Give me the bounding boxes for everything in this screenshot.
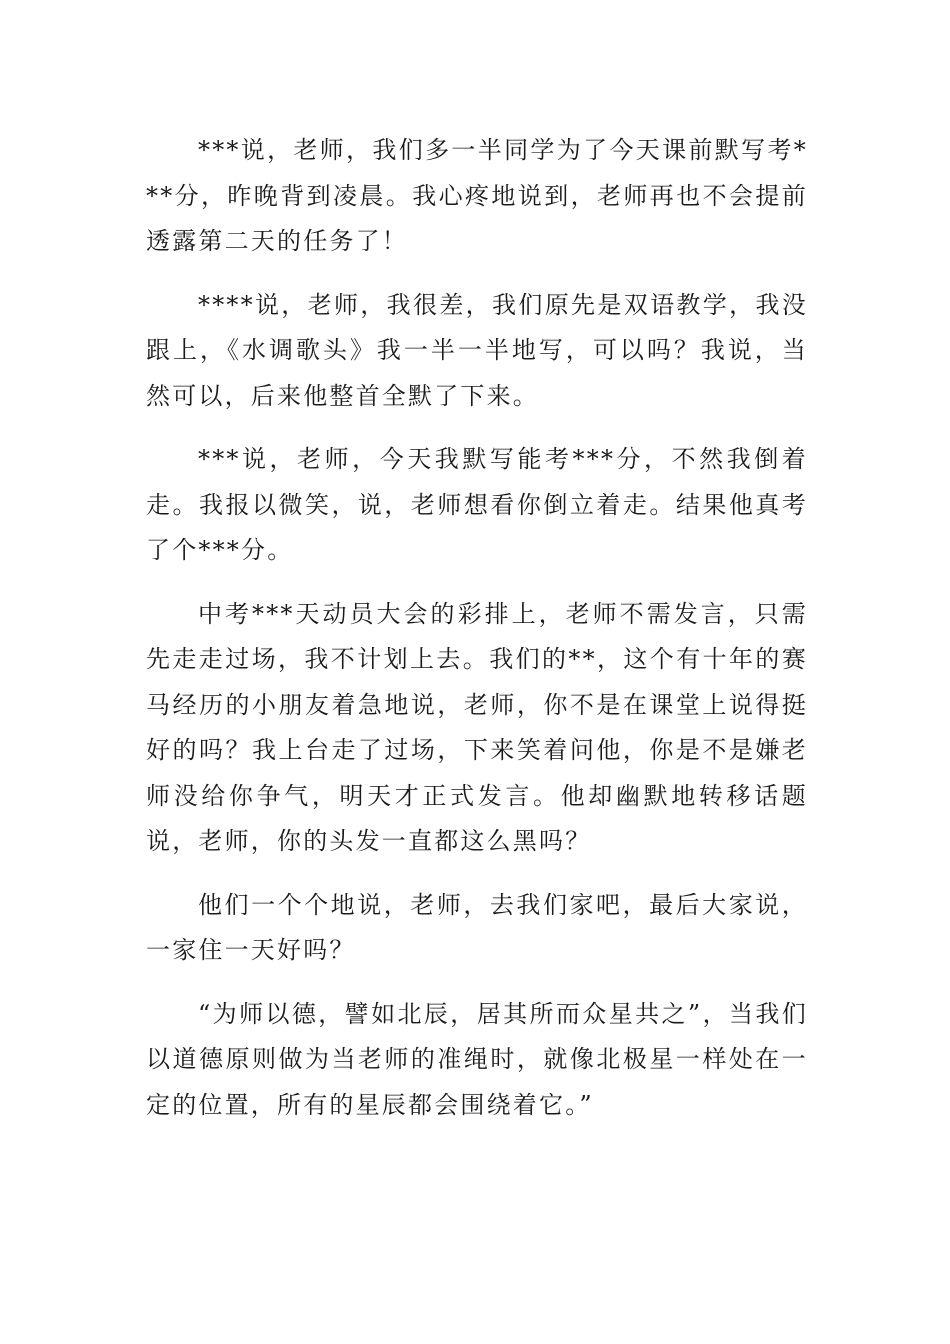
paragraph-1: ***说，老师，我们多一半同学为了今天课前默写考***分，昨晚背到凌晨。我心疼地说到，老师再也不会提前透露第二天的任务了！ xyxy=(146,136,808,255)
paragraph-6: “为师以德，譬如北辰，居其所而众星共之”，当我们以道德原则做为当老师的准绳时，就像北极星一样处在一定的位置，所有的星辰都会围绕着它。” xyxy=(146,999,808,1119)
paragraph-2: ****说，老师，我很差，我们原先是双语教学，我没跟上，《水调歌头》我一半一半地写，可以吗？我说，当然可以，后来他整首全默了下来。 xyxy=(146,290,808,410)
paragraph-5: 他们一个个地说，老师，去我们家吧，最后大家说，一家住一天好吗？ xyxy=(146,890,808,964)
paragraph-4: 中考***天动员大会的彩排上，老师不需发言，只需先走走过场，我不计划上去。我们的**，这个有十年的赛马经历的小朋友着急地说，老师，你不是在课堂上说得挺好的吗？我上台走了过场，下来笑着问他，你是不是嫌老师没给你争气，明天才正式发言。他却幽默地转移话题说，老师，你的头发一直都这么黑吗？ xyxy=(146,599,808,855)
document-body xyxy=(146,128,808,1146)
paragraph-3: ***说，老师，今天我默写能考***分，不然我倒着走。我报以微笑，说，老师想看你倒立着走。结果他真考了个***分。 xyxy=(146,445,808,564)
